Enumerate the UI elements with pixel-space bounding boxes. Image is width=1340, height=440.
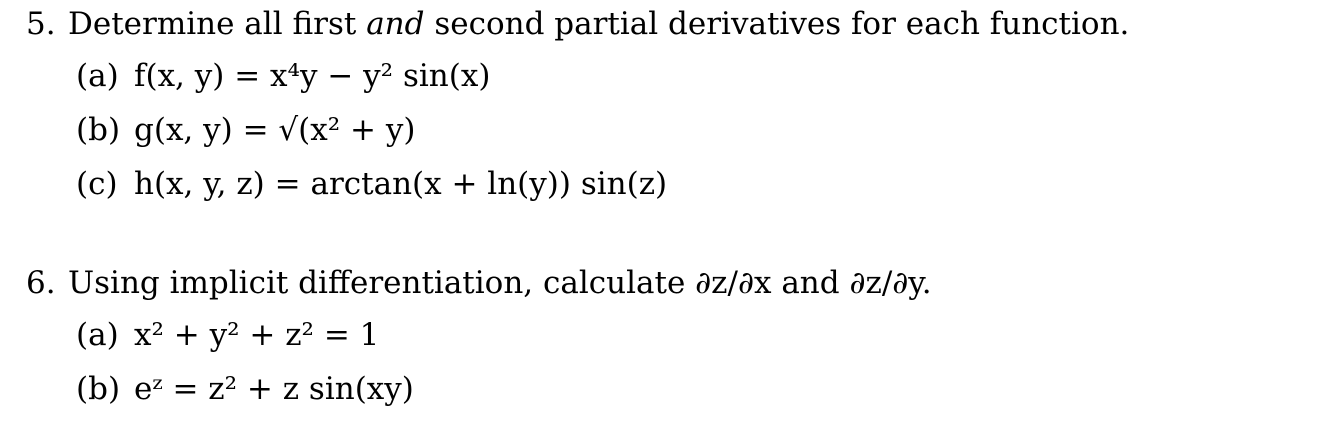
part-item: [26, 303, 1330, 357]
part-label: (b): [76, 112, 121, 148]
problem-number: 6.: [26, 265, 56, 301]
part-item: [26, 357, 1330, 411]
statement-emphasis: and: [366, 6, 425, 42]
part-expression: x² + y² + z² = 1: [134, 317, 380, 353]
part-expression: eᶻ = z² + z sin(xy): [134, 371, 414, 407]
problem-5: [26, 4, 1330, 206]
part-expression: h(x, y, z) = arctan(x + ln(y)) sin(z): [134, 166, 668, 202]
part-item: [26, 44, 1330, 98]
part-item: [26, 98, 1330, 152]
statement-text: Using implicit differentiation, calculate ∂z/∂x and ∂z/∂y.: [68, 265, 932, 301]
problem-number: 5.: [26, 6, 56, 42]
part-expression: g(x, y) = √(x² + y): [134, 112, 416, 148]
problem-6-statement: [26, 263, 1330, 303]
problem-6-parts: [26, 303, 1330, 411]
part-expression: f(x, y) = x⁴y − y² sin(x): [134, 58, 491, 94]
problem-5-statement: [26, 4, 1330, 44]
part-label: (b): [76, 371, 121, 407]
part-label: (c): [76, 166, 118, 202]
problem-6: [26, 263, 1330, 411]
problem-5-parts: [26, 44, 1330, 206]
part-label: (a): [76, 58, 119, 94]
part-item: [26, 152, 1330, 206]
part-label: (a): [76, 317, 119, 353]
statement-text-start: Determine all first: [68, 6, 367, 42]
statement-text-end: second partial derivatives for each function.: [424, 6, 1130, 42]
